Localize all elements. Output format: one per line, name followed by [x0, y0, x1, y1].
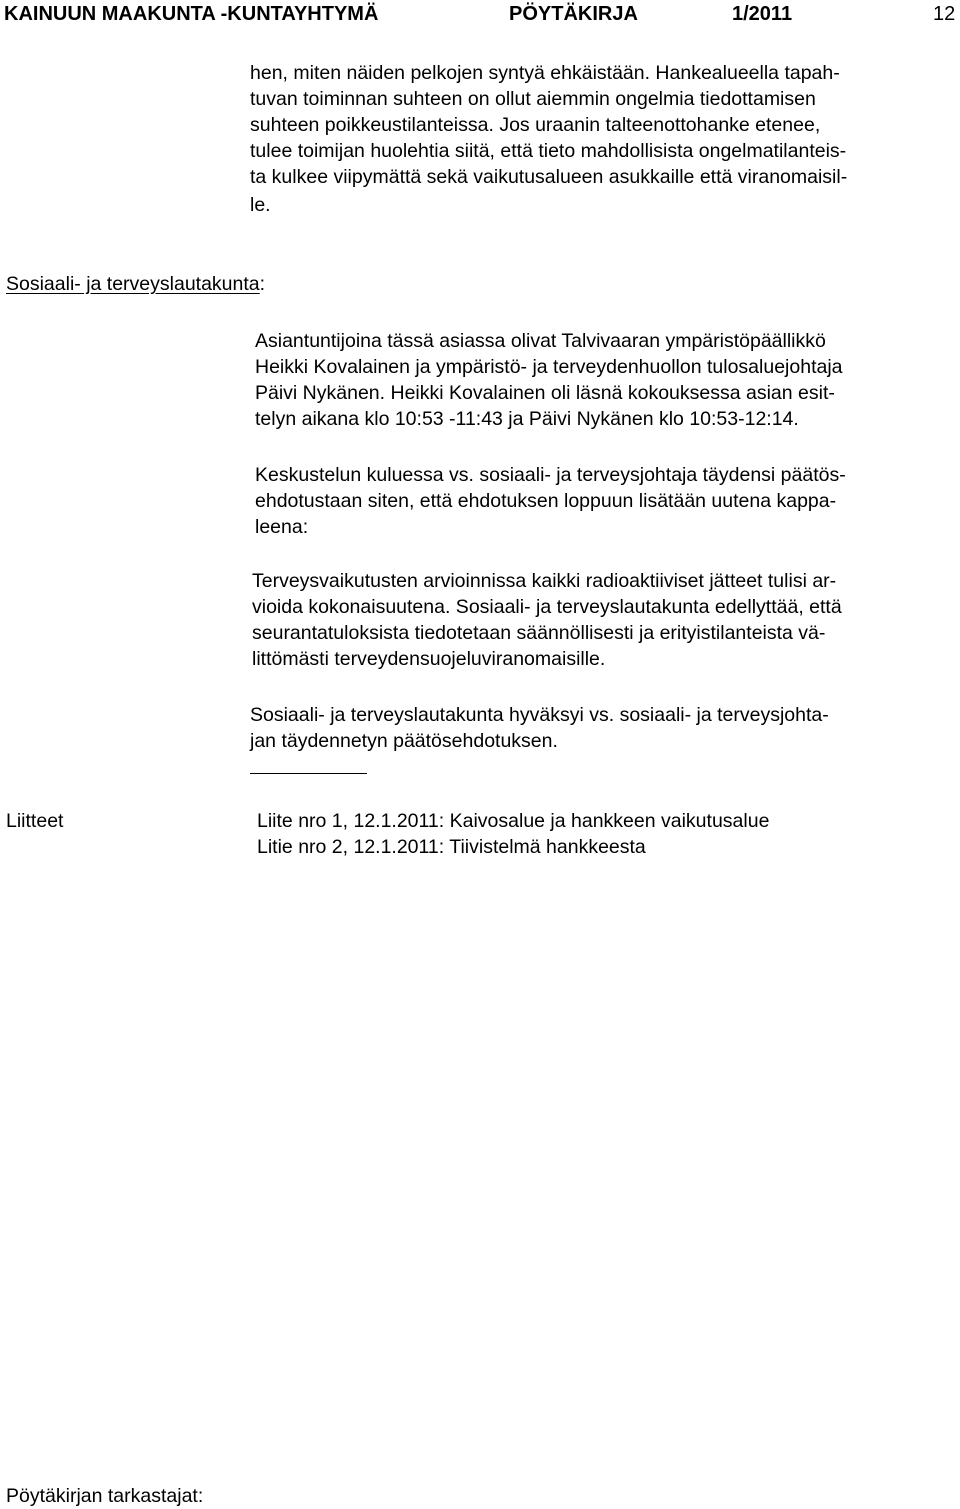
attachments-label: Liitteet — [6, 810, 64, 832]
board-label-colon: : — [259, 273, 266, 295]
page-header — [0, 0, 960, 30]
text-line: vioida kokonaisuutena. Sosiaali- ja terveyslautakunta edellyttää, että — [252, 596, 842, 618]
text-line: seurantatuloksista tiedotetaan säännöllisesti ja erityistilanteista vä- — [252, 622, 826, 644]
document-number: 1/2011 — [732, 3, 793, 25]
text-line: Päivi Nykänen. Heikki Kovalainen oli läsnä kokouksessa asian esit- — [255, 382, 835, 404]
board-label-text: Sosiaali- ja terveyslautakunta — [6, 273, 260, 295]
page-number: 12 — [933, 3, 956, 25]
attachment-item: Litie nro 2, 12.1.2011: Tiivistelmä hankkeesta — [257, 836, 646, 858]
text-line: tulee toimijan huolehtia siitä, että tieto mahdollisista ongelmatilanteis- — [250, 140, 847, 162]
text-line: telyn aikana klo 10:53 -11:43 ja Päivi Nykänen klo 10:53-12:14. — [255, 408, 799, 430]
text-line: hen, miten näiden pelkojen syntyä ehkäistään. Hankealueella tapah- — [250, 62, 840, 84]
text-line: Keskustelun kuluessa vs. sosiaali- ja terveysjohtaja täydensi päätös- — [255, 464, 846, 486]
document-type: PÖYTÄKIRJA — [509, 3, 638, 25]
text-line: jan täydennetyn päätösehdotuksen. — [250, 730, 558, 752]
text-line: le. — [250, 194, 271, 216]
text-line: leena: — [255, 516, 309, 538]
text-line: ehdotustaan siten, että ehdotuksen loppuun lisätään uutena kappa- — [255, 490, 837, 512]
text-line: Asiantuntijoina tässä asiassa olivat Talvivaaran ympäristöpäällikkö — [255, 330, 826, 352]
text-line: Heikki Kovalainen ja ympäristö- ja terveydenhuollon tulosaluejohtaja — [255, 356, 843, 378]
board-label — [6, 271, 265, 297]
section-divider — [250, 773, 367, 774]
footer-reviewers-label: Pöytäkirjan tarkastajat: — [6, 1485, 204, 1507]
text-line: littömästi terveydensuojeluviranomaisille. — [252, 648, 606, 670]
text-line: ta kulkee viipymättä sekä vaikutusalueen asukkaille että viranomaisil- — [250, 166, 848, 188]
attachment-item: Liite nro 1, 12.1.2011: Kaivosalue ja hankkeen vaikutusalue — [257, 810, 770, 832]
text-line: tuvan toiminnan suhteen on ollut aiemmin ongelmia tiedottamisen — [250, 88, 816, 110]
text-line: Terveysvaikutusten arvioinnissa kaikki radioaktiiviset jätteet tulisi ar- — [252, 570, 837, 592]
text-line: suhteen poikkeustilanteissa. Jos uraanin talteenottohanke etenee, — [250, 114, 821, 136]
text-line: Sosiaali- ja terveyslautakunta hyväksyi vs. sosiaali- ja terveysjohta- — [250, 704, 829, 726]
organization-name: KAINUUN MAAKUNTA -KUNTAYHTYMÄ — [4, 3, 379, 25]
